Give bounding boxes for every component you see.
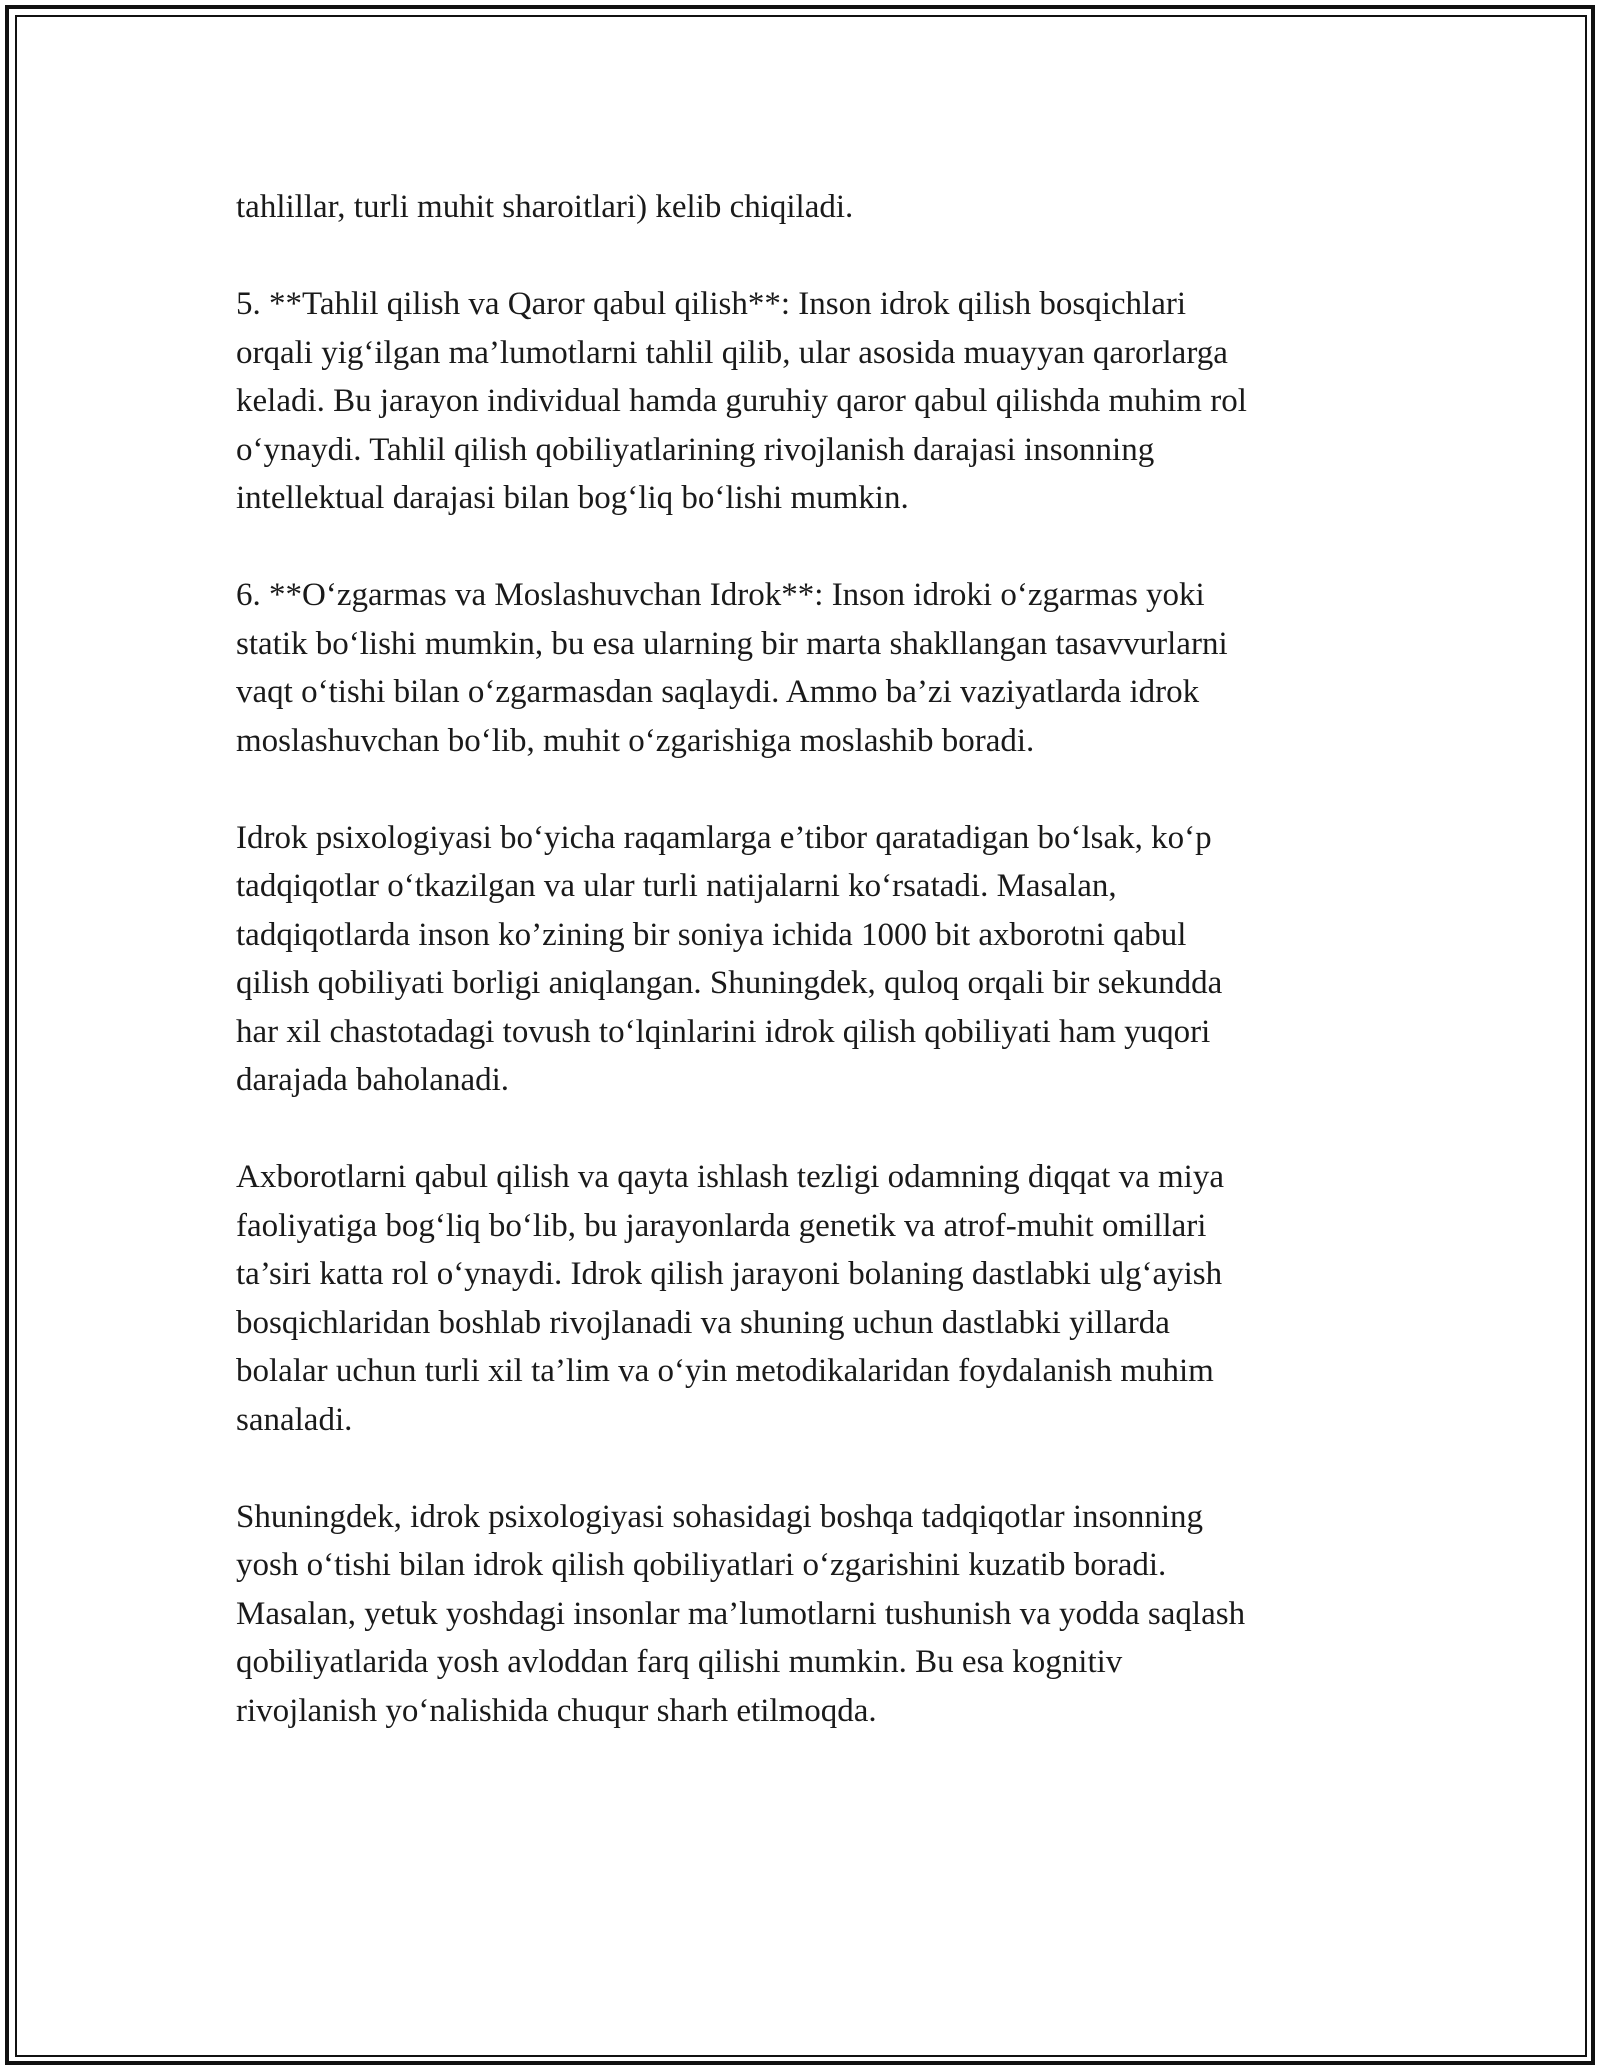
- paragraph-continuation: tahlillar, turli muhit sharoitlari) kelib chiqiladi.: [236, 189, 854, 225]
- paragraph-research-numbers: Idrok psixologiyasi bo‘yicha raqamlarga e’tibor qaratadigan bo‘lsak, ko‘p tadqiqotlar o‘tkazilgan va ular turli natijalarni ko‘rsatadi. Masalan, tadqiqotlarda inson ko’zining bir soniya ichida 1000 bit axborotni qabul qilish qobiliyati borligi aniqlangan. Shuningdek, quloq orqali bir sekundda har xil chastotadagi tovush to‘lqinlarini idrok qilish qobiliyati ham yuqori darajada baholanadi.: [236, 819, 1223, 1098]
- paragraph-item-5: 5. **Tahlil qilish va Qaror qabul qilish**: Inson idrok qilish bosqichlari orqali yig‘ilgan ma’lumotlarni tahlil qilib, ular asosida muayyan qarorlarga keladi. Bu jarayon individual hamda guruhiy qaror qabul qilishda muhim rol o‘ynaydi. Tahlil qilish qobiliyatlarining rivojlanish darajasi insonning intellektual darajasi bilan bog‘liq bo‘lishi mumkin.: [236, 286, 1247, 516]
- paragraph-processing-speed: Axborotlarni qabul qilish va qayta ishlash tezligi odamning diqqat va miya faoliyatiga bog‘liq bo‘lib, bu jarayonlarda genetik va atrof-muhit omillari ta’siri katta rol o‘ynaydi. Idrok qilish jarayoni bolaning dastlabki ulg‘ayish bosqichlaridan boshlab rivojlanadi va shuning uchun dastlabki yillarda bolalar uchun turli xil ta’lim va o‘yin metodikalaridan foydalanish muhim sanaladi.: [236, 1159, 1224, 1438]
- paragraph-item-6: 6. **O‘zgarmas va Moslashuvchan Idrok**: Inson idroki o‘zgarmas yoki statik bo‘lishi mumkin, bu esa ularning bir marta shakllangan tasavvurlarni vaqt o‘tishi bilan o‘zgarmasdan saqlaydi. Ammo ba’zi vaziyatlarda idrok moslashuvchan bo‘lib, muhit o‘zgarishiga moslashib boradi.: [236, 577, 1228, 759]
- document-body: [236, 183, 1376, 1784]
- paragraph-age-research: Shuningdek, idrok psixologiyasi sohasidagi boshqa tadqiqotlar insonning yosh o‘tishi bilan idrok qilish qobiliyatlari o‘zgarishini kuzatib boradi. Masalan, yetuk yoshdagi insonlar ma’lumotlarni tushunish va yodda saqlash qobiliyatlarida yosh avloddan farq qilishi mumkin. Bu esa kognitiv rivojlanish yo‘nalishida chuqur sharh etilmoqda.: [236, 1498, 1246, 1729]
